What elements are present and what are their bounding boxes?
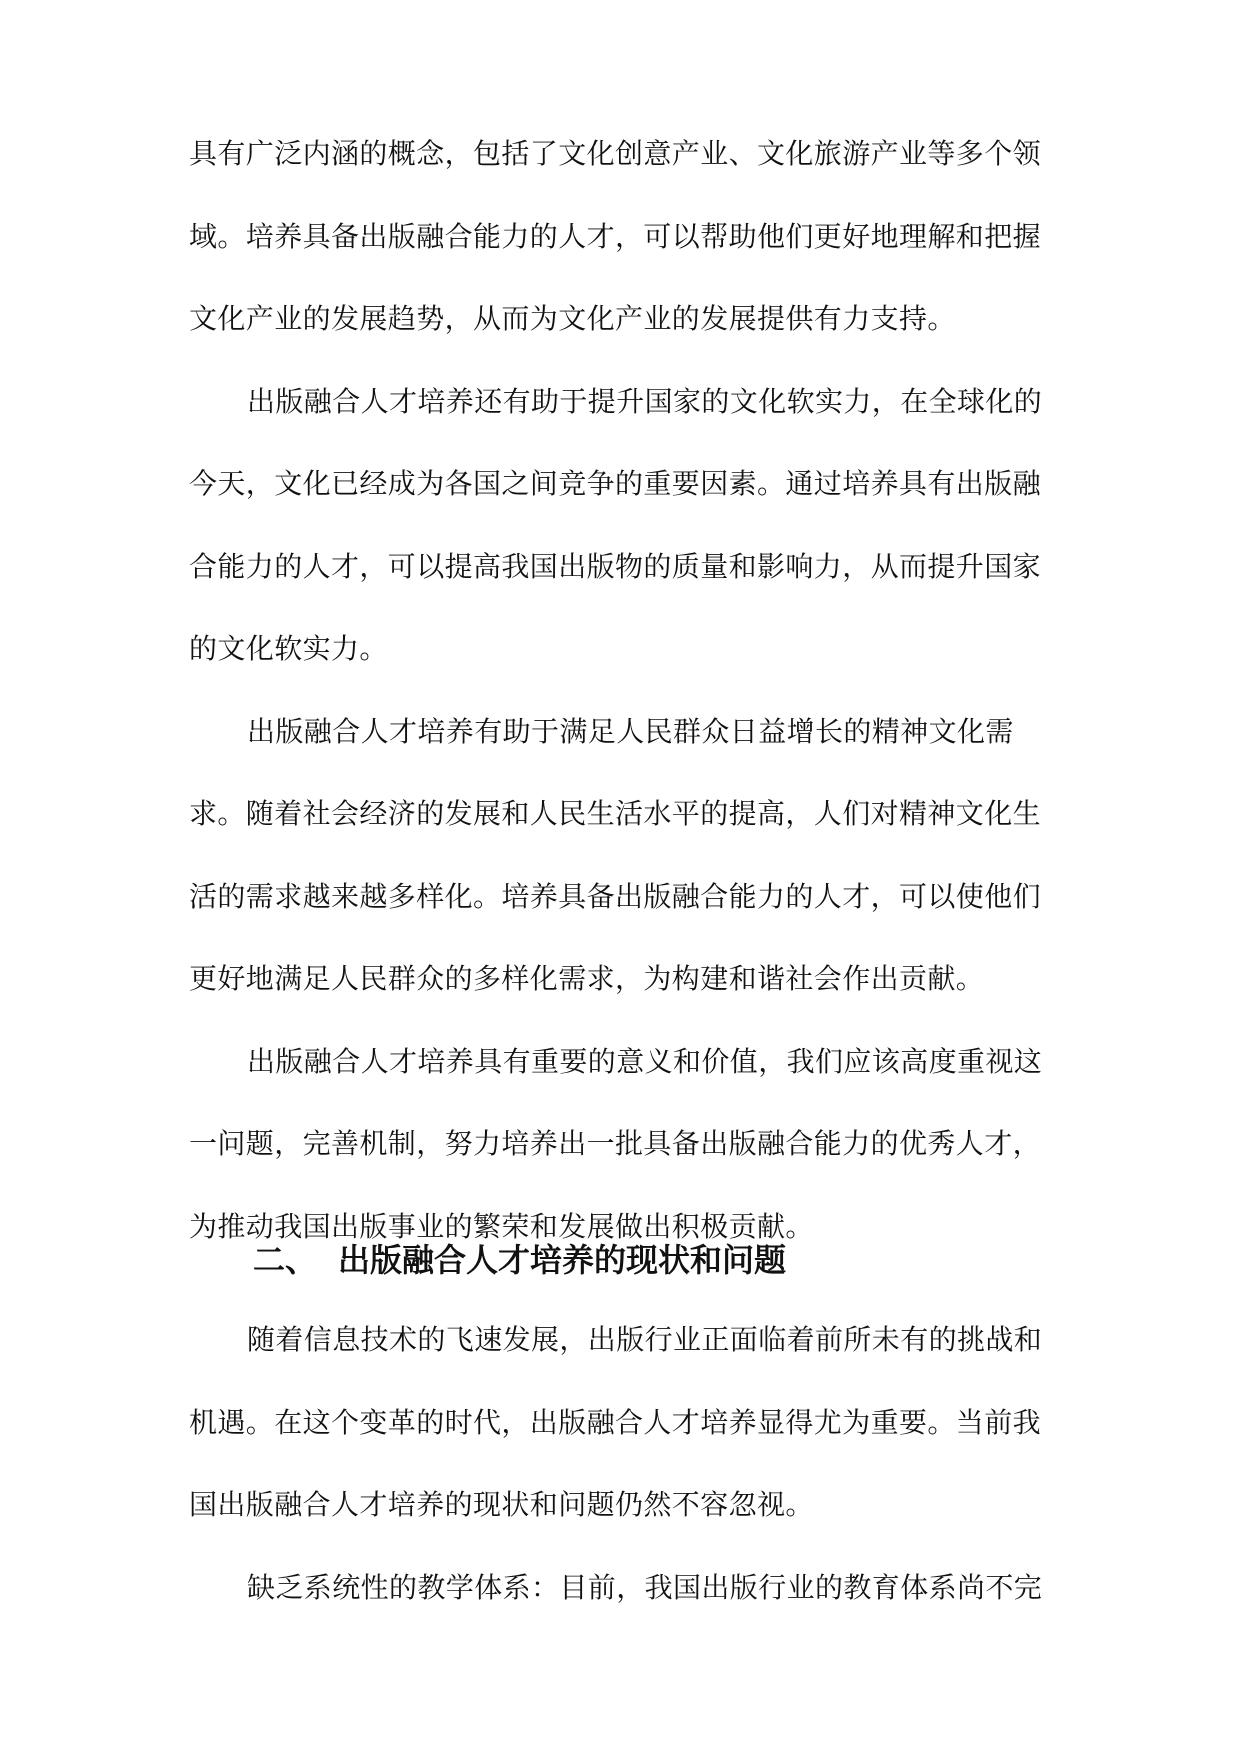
body-text-bottom [189,1299,1059,1629]
paragraph-2-line-3: 合能力的人才，可以提高我国出版物的质量和影响力，从而提升国家 [189,549,1042,583]
paragraph-1-line-1: 具有广泛内涵的概念，包括了文化创意产业、文化旅游产业等多个领 [189,137,1042,170]
section-heading [253,1230,786,1290]
paragraph-2-line-2: 今天，文化已经成为各国之间竞争的重要因素。通过培养具有出版融 [189,467,1042,500]
paragraph-1-line-3: 文化产业的发展趋势，从而为文化产业的发展提供有力支持。 [189,302,956,335]
paragraph-3-line-1: 出版融合人才培养有助于满足人民群众日益增长的精神文化需 [247,714,1014,748]
paragraph-6-line-1: 缺乏系统性的教学体系：目前，我国出版行业的教育体系尚不完 [247,1570,1043,1604]
paragraph-2-line-4: 的文化软实力。 [189,632,388,665]
paragraph-2-line-1: 出版融合人才培养还有助于提升国家的文化软实力，在全球化的 [247,384,1043,418]
paragraph-4-line-3: 为推动我国出版事业的繁荣和发展做出积极贡献。 [189,1209,814,1243]
section-heading-title: 出版融合人才培养的现状和问题 [338,1241,787,1279]
paragraph-3-line-3: 活的需求越来越多样化。培养具备出版融合能力的人才，可以使他们 [189,879,1042,913]
paragraph-3-line-2: 求。随着社会经济的发展和人民生活水平的提高，人们对精神文化生 [189,797,1042,830]
paragraph-1-line-2: 域。培养具备出版融合能力的人才，可以帮助他们更好地理解和把握 [189,219,1042,253]
paragraph-4-line-2: 一问题，完善机制，努力培养出一批具备出版融合能力的优秀人才， [189,1127,1042,1160]
body-text-top [189,113,1059,1268]
paragraph-5-line-2: 机遇。在这个变革的时代，出版融合人才培养显得尤为重要。当前我 [189,1405,1042,1439]
section-heading-number: 二、 [253,1241,318,1279]
paragraph-5-line-1: 随着信息技术的飞速发展，出版行业正面临着前所未有的挑战和 [247,1323,1043,1356]
paragraph-5-line-3: 国出版融合人才培养的现状和问题仍然不容忽视。 [189,1488,814,1521]
paragraph-3-line-4: 更好地满足人民群众的多样化需求，为构建和谐社会作出贡献。 [189,962,985,995]
paragraph-4-line-1: 出版融合人才培养具有重要的意义和价值，我们应该高度重视这 [247,1044,1043,1078]
